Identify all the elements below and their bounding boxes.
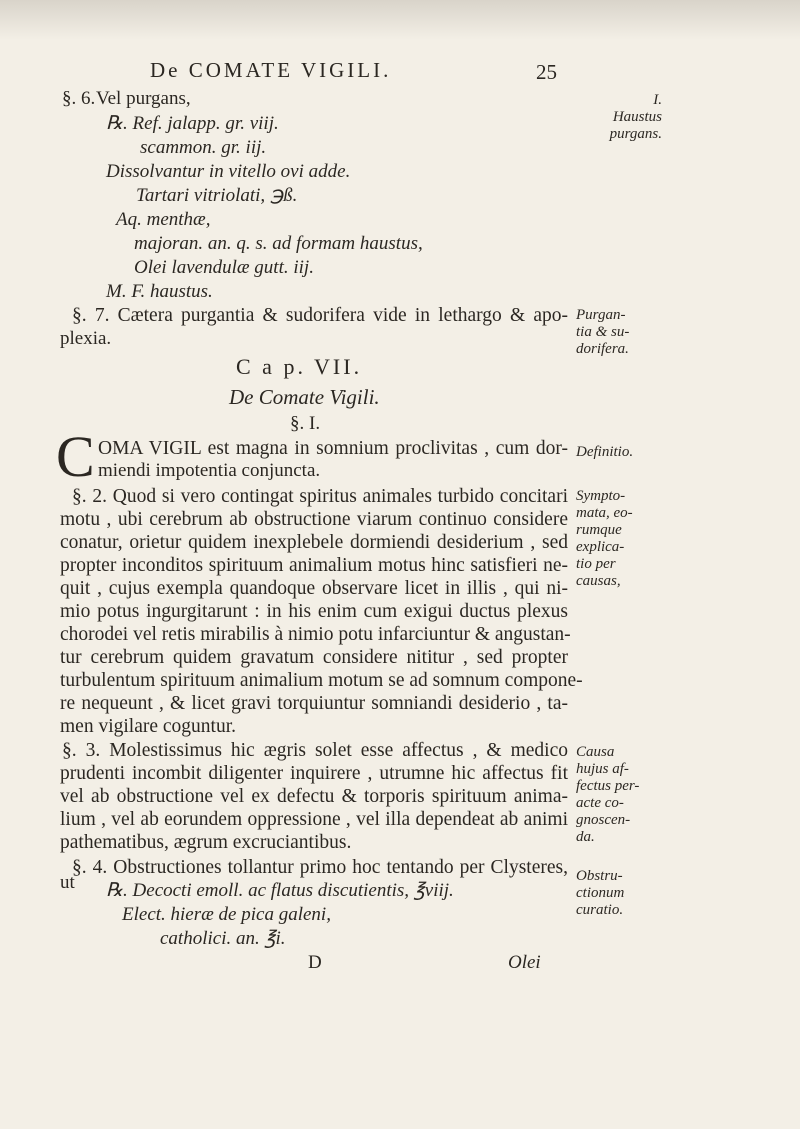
drop-cap: C <box>56 424 95 489</box>
section-2-line-1: §. 2. Quod si vero contingat spiritus animales turbido concitari <box>72 486 568 507</box>
page-top-shadow <box>0 0 800 40</box>
section-6-line-6: Aq. menthæ, <box>116 209 211 230</box>
section-6-line-1: Vel purgans, <box>96 88 191 109</box>
section-6-line-8: Olei lavendulæ gutt. iij. <box>134 257 314 278</box>
margin-note-line: causas, <box>576 573 621 589</box>
margin-note-line: hujus af- <box>576 761 629 777</box>
section-6-line-9: M. F. haustus. <box>106 281 213 302</box>
running-title: De COMATE VIGILI. <box>150 58 392 82</box>
section-4-ut: ut <box>60 872 75 893</box>
section-6-lead: §. 6. <box>62 88 96 109</box>
margin-note-line: mata, eo- <box>576 505 633 521</box>
section-2-line-6: mio potus ingurgitarunt : in his enim cum exigui ductus plexus <box>60 601 568 622</box>
margin-note-obstructionum <box>576 868 662 919</box>
page-number: 25 <box>536 60 557 84</box>
margin-note-line: Causa <box>576 744 615 760</box>
signature-mark: D <box>308 952 322 973</box>
chapter-title: De Comate Vigili. <box>229 385 380 409</box>
chapter-section-mark: §. I. <box>290 413 321 434</box>
section-6-line-5: Tartari vitriolati, ℈ß. <box>136 185 298 206</box>
section-4-line-2: ℞. Decocti emoll. ac flatus discutientis, ℥viij. <box>106 880 454 901</box>
section-2-line-8: tur cerebrum quidem gravatum considere nititur , sed propter <box>60 647 568 668</box>
section-2-line-7: chorodei vel retis mirabilis à nimio potu infarciuntur & angustan- <box>60 624 571 645</box>
section-4-line-3: Elect. hieræ de pica galeni, <box>122 904 331 925</box>
margin-note-line: dorifera. <box>576 341 629 357</box>
section-2-line-3: conatur, orietur quidem inexplebele dormiendi desiderium , sed <box>60 532 568 553</box>
section-1-line-1: OMA VIGIL est magna in somnium proclivitas , cum dor- <box>98 438 568 459</box>
section-3-line-4: lium , vel ab eorundem oppressione , vel illa dependeat ab animi <box>60 809 568 830</box>
section-6-line-4: Dissolvantur in vitello ovi adde. <box>106 161 351 182</box>
section-7-line-1: §. 7. Cætera purgantia & sudorifera vide in lethargo & apo- <box>72 305 568 326</box>
margin-note-line: ctionum <box>576 885 625 901</box>
margin-note-line: Purgan- <box>576 307 626 323</box>
margin-note-line: acte co- <box>576 795 624 811</box>
section-6-line-2: ℞. Ref. jalapp. gr. viij. <box>106 113 279 134</box>
margin-note-line: Haustus <box>612 109 662 125</box>
margin-note-line: Definitio. <box>576 444 634 460</box>
section-4-line-4: catholici. an. ℥i. <box>160 928 286 949</box>
section-2-line-5: quit , cujus exempla quandoque observare licet in illis , qui ni- <box>60 578 568 599</box>
section-2-line-11: men vigilare coguntur. <box>60 716 236 737</box>
section-3-line-2: prudenti incombit diligenter inquirere , utrumne hic affectus fit <box>60 763 568 784</box>
margin-note-line: explica- <box>576 539 625 555</box>
section-6-line-3: scammon. gr. iij. <box>140 137 267 158</box>
margin-note-line: purgans. <box>609 126 662 142</box>
margin-note-line: fectus per- <box>576 778 640 794</box>
section-4-line-1: §. 4. Obstructiones tollantur primo hoc tentando per Clysteres, <box>72 857 568 878</box>
section-7-line-2: plexia. <box>60 328 112 349</box>
section-2-line-10: re nequeunt , & licet gravi torquiuntur somniandi desiderio , ta- <box>60 693 568 714</box>
margin-note-causa <box>576 744 662 846</box>
section-1-line-2: miendi impotentia conjuncta. <box>98 460 321 481</box>
margin-note-symptomata <box>576 488 662 590</box>
catchword: Olei <box>508 952 541 973</box>
margin-note-line: da. <box>576 829 595 845</box>
margin-note-definitio <box>576 444 662 461</box>
margin-note-purgantia <box>576 307 662 358</box>
section-6-line-7: majoran. an. q. s. ad formam haustus, <box>134 233 423 254</box>
margin-note-line: tia & su- <box>576 324 630 340</box>
section-3-line-1: §. 3. Molestissimus hic ægris solet esse affectus , & medico <box>62 740 568 761</box>
margin-note-line: gnoscen- <box>576 812 631 828</box>
section-2-line-2: motu , ubi cerebrum ab obstructione viarum continuo considere <box>60 509 568 530</box>
margin-note-line: rumque <box>576 522 622 538</box>
margin-note-line: tio per <box>576 556 616 572</box>
section-3-line-3: vel ab obstructione vel ex defectu & torporis spirituum anima- <box>60 786 568 807</box>
margin-note-line: Obstru- <box>576 868 623 884</box>
section-3-line-5: pathematibus, ægrum excruciantibus. <box>60 832 352 853</box>
margin-note-line: Sympto- <box>576 488 626 504</box>
section-2-line-9: turbulentum spirituum animalium motum se ad somnum compone- <box>60 670 583 691</box>
margin-note-haustus <box>576 92 662 143</box>
section-2-line-4: propter inconditos spirituum animalium motus hinc satisfieri ne- <box>60 555 568 576</box>
margin-note-line: I. <box>653 92 662 108</box>
margin-note-line: curatio. <box>576 902 624 918</box>
chapter-label: C a p. VII. <box>236 354 363 379</box>
